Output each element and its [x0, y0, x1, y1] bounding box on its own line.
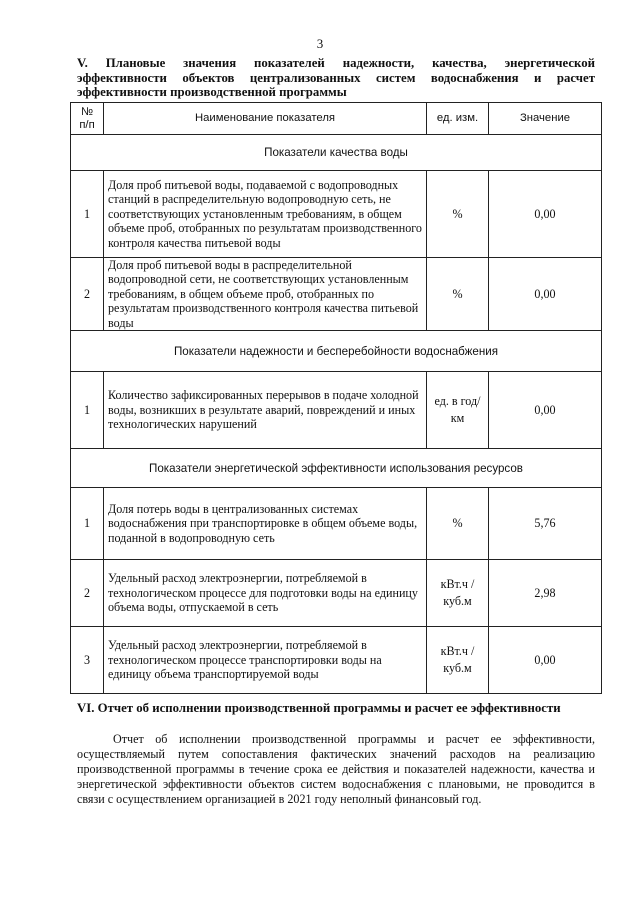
category-energy: Показатели энергетической эффективности использования ресурсов — [71, 449, 602, 488]
row-num: 1 — [71, 171, 104, 258]
header-name: Наименование показателя — [104, 103, 427, 135]
section-vi-title: VI. Отчет об исполнении производственной программы и расчет ее эффективности — [77, 701, 561, 715]
row-unit: кВт.ч / куб.м — [427, 627, 489, 694]
category-row — [71, 449, 602, 488]
category-reliability: Показатели надежности и бесперебойности водоснабжения — [71, 331, 602, 372]
table-row — [71, 372, 602, 449]
section-v-title: V. Плановые значения показателей надежности, качества, энергетической эффективности объектов централизованных систем водоснабжения и расчет эффективности производственной программы — [77, 56, 595, 99]
category-quality: Показатели качества воды — [71, 135, 602, 171]
row-name: Доля проб питьевой воды, подаваемой с водопроводных станций в распределительную водопроводную сеть, не соответствующих установленным требованиям, в общем объеме проб, отобранных по результатам производственного контроля качества питьевой воды — [104, 171, 427, 258]
table-header-row — [71, 103, 602, 135]
row-num: 3 — [71, 627, 104, 694]
header-value: Значение — [489, 103, 602, 135]
row-name: Доля потерь воды в централизованных системах водоснабжения при транспортировке в общем объеме воды, поданной в водопроводную сеть — [104, 488, 427, 560]
row-num: 2 — [71, 560, 104, 627]
row-num: 2 — [71, 258, 104, 331]
row-unit: % — [427, 258, 489, 331]
category-row — [71, 135, 602, 171]
row-value: 2,98 — [489, 560, 602, 627]
row-value: 0,00 — [489, 627, 602, 694]
row-value: 0,00 — [489, 258, 602, 331]
row-value: 0,00 — [489, 171, 602, 258]
row-name: Количество зафиксированных перерывов в подаче холодной воды, возникших в результате аварий, повреждений и иных технологических нарушений — [104, 372, 427, 449]
row-num: 1 — [71, 488, 104, 560]
indicators-table — [70, 102, 602, 694]
row-unit: кВт.ч / куб.м — [427, 560, 489, 627]
section-vi-paragraph: Отчет об исполнении производственной программы и расчет ее эффективности, осуществляемый путем сопоставления фактических значений расходов на реализацию производственной программы в течение срока ее действия и показателей надежности, качества и энергетической эффективности объектов систем водоснабжения с плановыми, не проводится в связи с осуществлением организацией в 2021 году неполный финансовый год. — [77, 732, 595, 806]
row-unit: ед. в год/ км — [427, 372, 489, 449]
table-row — [71, 258, 602, 331]
row-unit: % — [427, 488, 489, 560]
row-value: 5,76 — [489, 488, 602, 560]
header-num: № п/п — [71, 103, 104, 135]
category-row — [71, 331, 602, 372]
row-name: Удельный расход электроэнергии, потребляемой в технологическом процессе транспортировки воды на единицу объема транспортируемой воды — [104, 627, 427, 694]
table-row — [71, 560, 602, 627]
table-row — [71, 488, 602, 560]
table-row — [71, 171, 602, 258]
header-unit: ед. изм. — [427, 103, 489, 135]
row-name: Доля проб питьевой воды в распределительной водопроводной сети, не соответствующих установленным требованиям, в общем объеме проб, отобранных по результатам производственного контроля качества питьевой воды — [104, 258, 427, 331]
row-num: 1 — [71, 372, 104, 449]
table-row — [71, 627, 602, 694]
row-value: 0,00 — [489, 372, 602, 449]
page-number: 3 — [316, 36, 324, 51]
row-unit: % — [427, 171, 489, 258]
row-name: Удельный расход электроэнергии, потребляемой в технологическом процессе для подготовки воды на единицу объема воды, отпускаемой в сеть — [104, 560, 427, 627]
